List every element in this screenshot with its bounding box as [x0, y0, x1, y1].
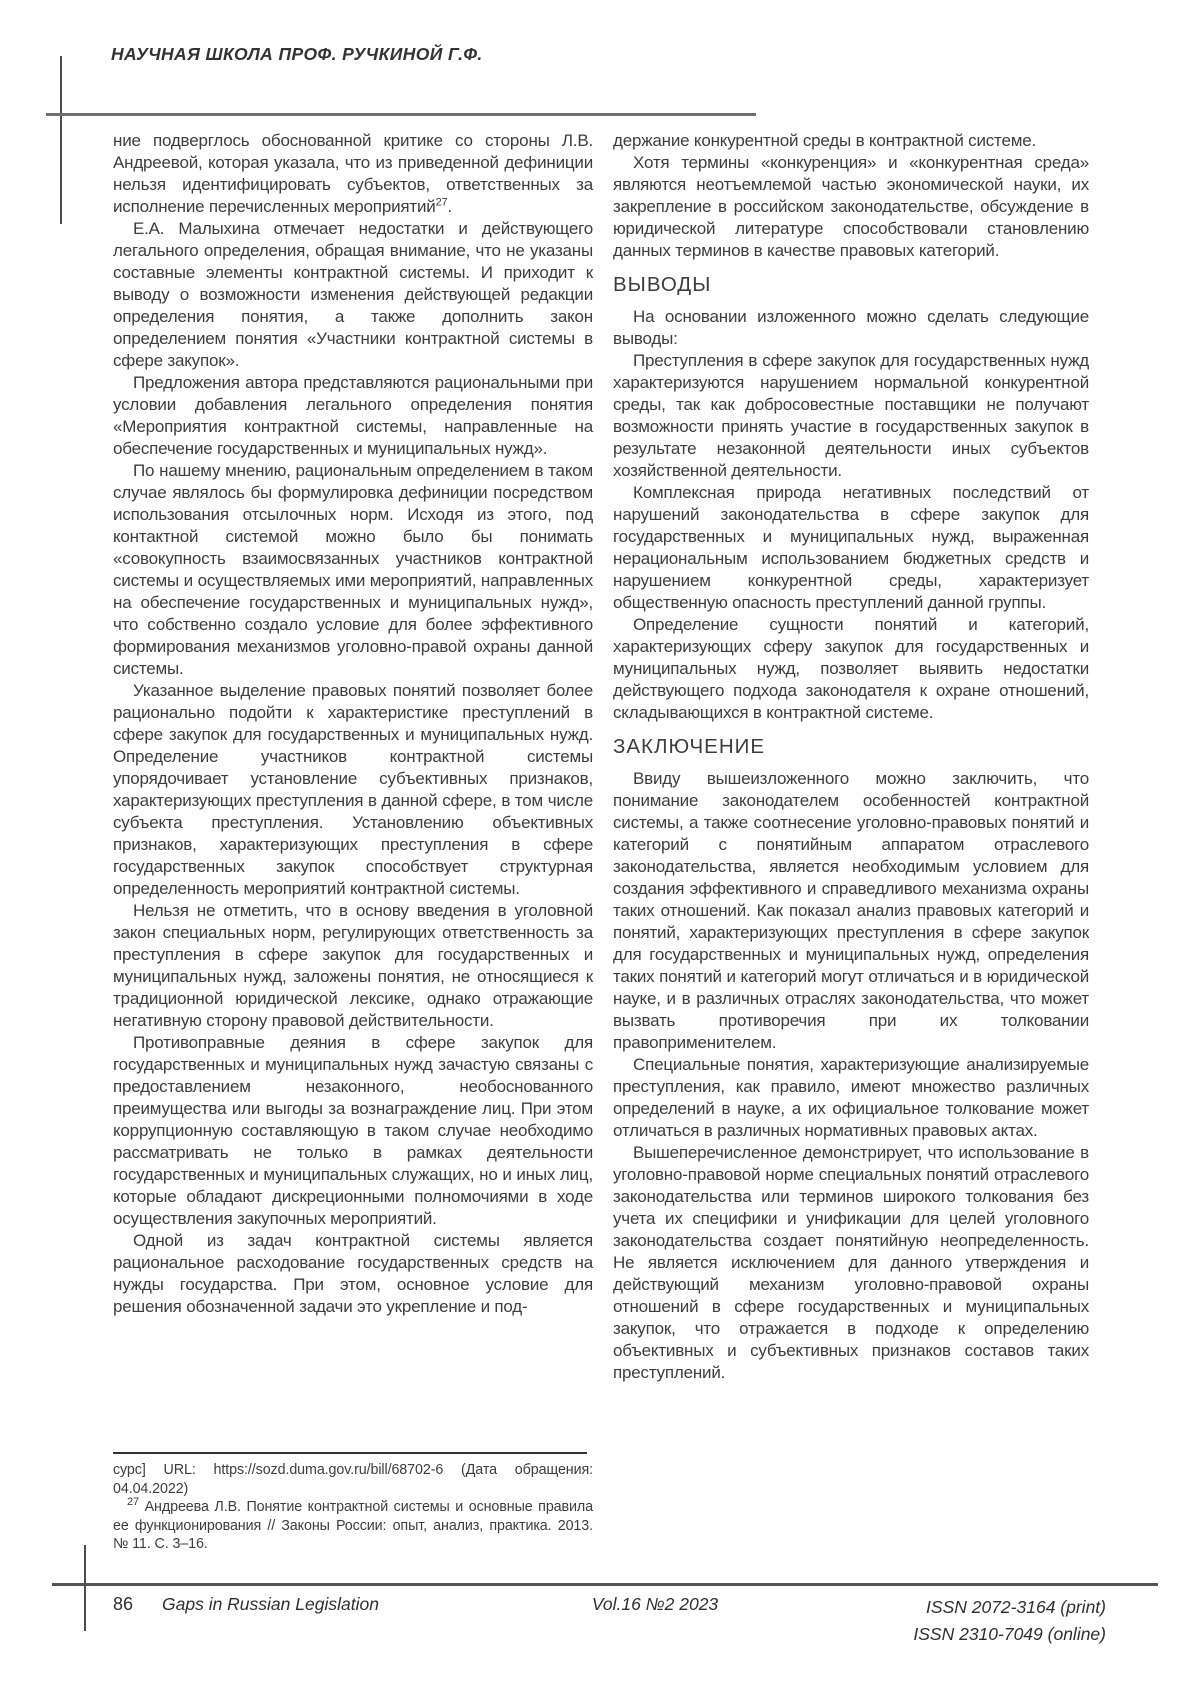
- paragraph: Противоправные деяния в сфере закупок для государственных и муниципальных нужд зачастую связаны с предоставлением незаконного, необоснованного преимущества или выгоды за вознаграждение лиц. При этом коррупционную составляющую в таком случае необходимо рассматривать не только в рамках деятельности государственных и муниципальных служащих, но и иных лиц, которые обладают дискреционными полномочиями в ходе осуществления закупочных мероприятий.: [113, 1033, 593, 1228]
- volume-issue: Vol.16 №2 2023: [591, 1594, 719, 1614]
- page-number: 86: [113, 1594, 134, 1614]
- section-heading-zaklyuchenie: ЗАКЛЮЧЕНИЕ: [613, 735, 766, 758]
- paragraph-text: .: [447, 197, 452, 216]
- footnote: [113, 1498, 593, 1554]
- footnote-separator: [113, 1452, 587, 1454]
- paragraph: Преступления в сфере закупок для государственных нужд характеризуются нарушением нормальной конкурентной среды, так как добросовестные поставщики не получают возможности принять участие в государственных закупок в результате незаконной деятельности иных субъектов хозяйственной деятельности.: [613, 351, 1089, 480]
- footnote-ref-27: 27: [435, 196, 448, 209]
- paragraph: Ввиду вышеизложенного можно заключить, что понимание законодателем особенностей контрактной системы, а также соотнесение уголовно-правовых понятий и категорий с понятийным аппаратом отраслевого законодательства, является необходимым условием для создания эффективного и справедливого механизма охраны таких отношений. Как показал анализ правовых категорий и понятий, характеризующих преступления в сфере закупок для государственных и муниципальных нужд, определения таких понятий и категорий могут отличаться и в юридической науке, и в различных отраслях законодательства, что может вызвать противоречия при их толковании правоприменителем.: [613, 769, 1089, 1052]
- header-horizontal-rule: [46, 113, 756, 116]
- running-head: НАУЧНАЯ ШКОЛА ПРОФ. РУЧКИНОЙ Г.Ф.: [111, 44, 483, 64]
- footnotes-block: [113, 1452, 593, 1554]
- paragraph: Указанное выделение правовых понятий позволяет более рационально подойти к характеристике преступлений в сфере закупок для государственных и муниципальных нужд. Определение участников контрактной системы упорядочивает установление субъективных признаков, характеризующих преступления в данной сфере, в том числе субъекта преступления. Установлению объективных признаков, характеризующих преступления в сфере государственных закупок способствует структурная определенность мероприятий контрактной системы.: [113, 681, 593, 898]
- footnote-number-27: 27: [127, 1496, 140, 1509]
- issn-print: ISSN 2072-3164 (print): [926, 1597, 1106, 1617]
- paragraph: Нельзя не отметить, что в основу введения в уголовной закон специальных норм, регулирующих ответственность за преступления в сфере закупок для государственных и муниципальных нужд, заложены понятия, не относящиеся к традиционной юридической лексике, однако отражающие негативную сторону правовой действительности.: [113, 901, 593, 1030]
- paragraph: Вышеперечисленное демонстрирует, что использование в уголовно-правовой норме специальных понятий отраслевого законодательства или терминов широкого толкования без учета их специфики и унификации для целей уголовного законодательства создает понятийную неопределенность. Не является исключением для данного утверждения и действующий механизм уголовно-правовой охраны отношений в сфере государственных и муниципальных закупок, что отражается в подходе к определению объективных и субъективных признаков составов таких преступлений.: [613, 1143, 1089, 1382]
- paragraph: Специальные понятия, характеризующие анализируемые преступления, как правило, имеют множество различных определений в науке, а их официальное толкование может отличаться в различных нормативных правовых актах.: [613, 1055, 1089, 1140]
- journal-title: Gaps in Russian Legislation: [162, 1594, 379, 1614]
- paragraph: Предложения автора представляются рациональными при условии добавления легального определения понятия «Мероприятия контрактной системы, направленные на обеспечение государственных и муниципальных нужд».: [113, 373, 593, 458]
- paragraph: Комплексная природа негативных последствий от нарушений законодательства в сфере закупок для государственных и муниципальных нужд, выраженная нерациональным использованием бюджетных средств и нарушением конкурентной среды, характеризует общественную опасность преступлений данной группы.: [613, 483, 1089, 612]
- section-heading-vyvody: ВЫВОДЫ: [613, 273, 712, 296]
- footer-horizontal-rule: [52, 1583, 1158, 1586]
- paragraph: Одной из задач контрактной системы является рациональное расходование государственных средств на нужды государства. При этом, основное условие для решения обозначенной задачи это укрепление и под-: [113, 1231, 593, 1316]
- paragraph: [113, 130, 593, 218]
- footnote: сурс] URL: https://sozd.duma.gov.ru/bill/68702-6 (Дата обращения: 04.04.2022): [113, 1462, 593, 1497]
- paragraph: Определение сущности понятий и категорий, характеризующих сферу закупок для государственных и муниципальных нужд, позволяет выявить недостатки действующего подхода законодателя к охране отношений, складывающихся в контрактной системе.: [613, 615, 1089, 722]
- paragraph-text: ние подверглось обоснованной критике со стороны Л.В. Андреевой, которая указала, что из приведенной дефиниции нельзя идентифицировать субъектов, ответственных за исполнение перечисленных мероприятий: [113, 131, 593, 216]
- footer-vertical-rule: [84, 1545, 86, 1631]
- header-vertical-rule: [60, 56, 62, 224]
- paragraph: держание конкурентной среды в контрактной системе.: [613, 131, 1036, 150]
- left-column: [113, 130, 593, 1318]
- paragraph: По нашему мнению, рациональным определением в таком случае являлось бы формулировка дефиниции посредством использования отсылочных норм. Исходя из этого, под контактной системой можно было бы понимать «совокупность взаимосвязанных участников контрактной системы и осуществляемых ими мероприятий, направленных на обеспечение государственных и муниципальных нужд», что собственно создало условие для более эффективного формирования механизмов уголовно-правой охраны данной системы.: [113, 461, 593, 678]
- paragraph: Хотя термины «конкуренция» и «конкурентная среда» являются неотъемлемой частью экономической науки, их закрепление в российском законодательстве, обсуждение в юридической литературе способствовали становлению данных терминов в качестве правовых категорий.: [613, 153, 1089, 260]
- paragraph: Е.А. Малыхина отмечает недостатки и действующего легального определения, обращая внимание, что не указаны составные элементы контрактной системы. И приходит к выводу о возможности изменения действующей редакции определения понятия, а также дополнить закон определением понятия «Участники контрактной системы в сфере закупок».: [113, 219, 593, 370]
- issn-block: [913, 1594, 1106, 1648]
- right-column: [613, 130, 1089, 1384]
- paragraph: На основании изложенного можно сделать следующие выводы:: [613, 307, 1089, 348]
- issn-online: ISSN 2310-7049 (online): [913, 1624, 1106, 1644]
- footnote-text: Андреева Л.В. Понятие контрактной системы и основные правила ее функционирования // Законы России: опыт, анализ, практика. 2013. № 11. С. 3–16.: [113, 1499, 593, 1553]
